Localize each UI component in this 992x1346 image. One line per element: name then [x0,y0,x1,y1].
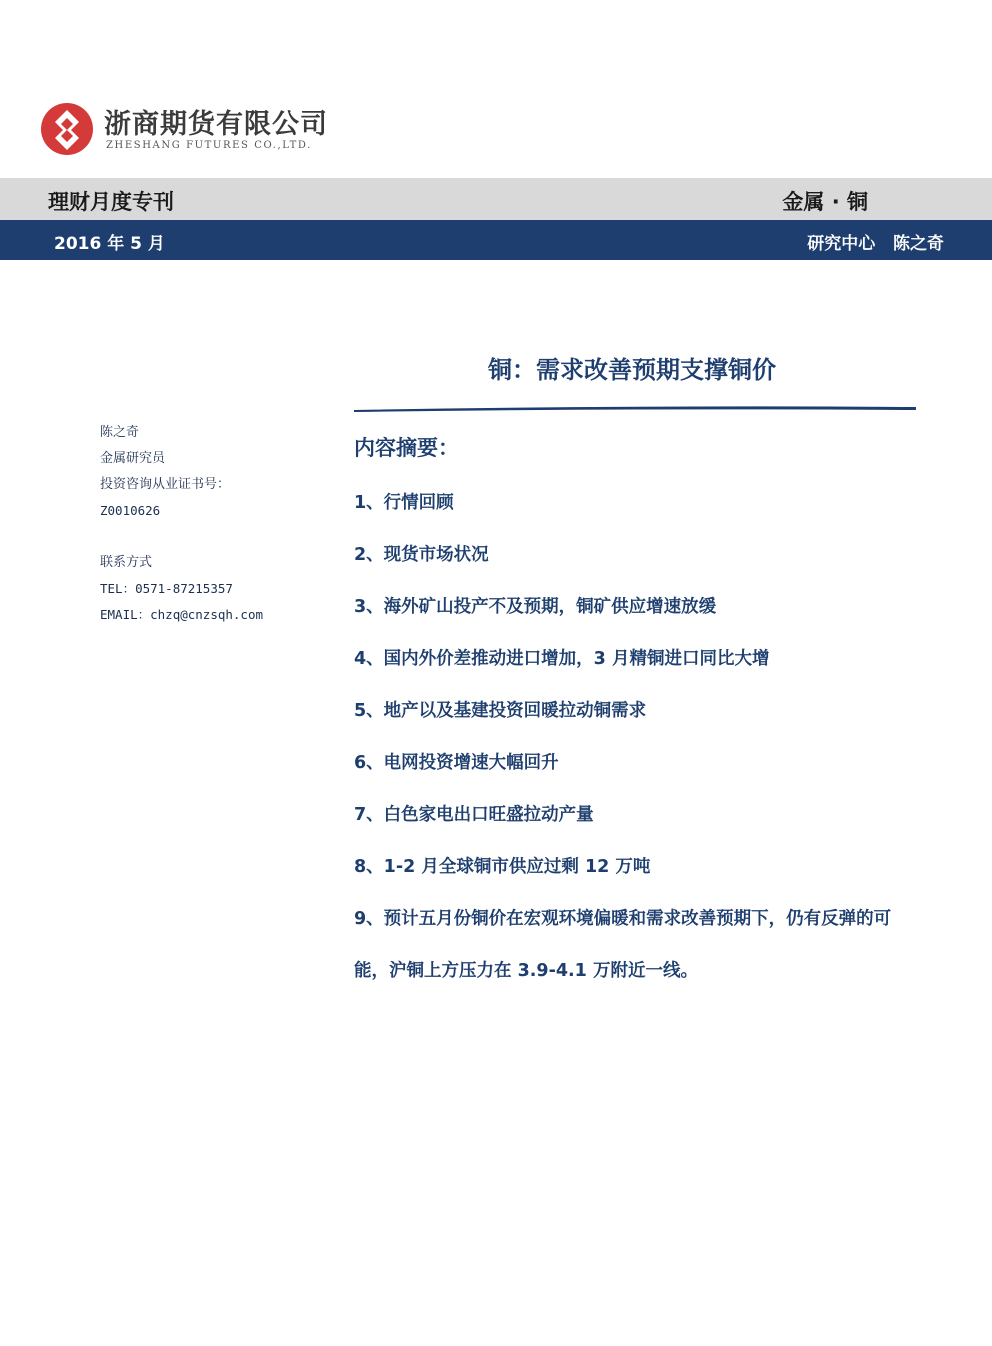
date-author-band [0,220,992,260]
zheshang-logo-icon [40,102,94,156]
company-name-cn: 浙商期货有限公司 [104,109,328,140]
abstract-heading: 内容摘要： [354,436,459,460]
list-item: 6、电网投资增速大幅回升 [354,753,559,773]
publication-band [0,178,992,220]
company-name-en: ZHESHANG FUTURES CO.,LTD. [106,140,312,151]
list-item: 8、1-2 月全球铜市供应过剩 12 万吨 [354,857,651,877]
author-sidebar [100,420,263,628]
contact-label: 联系方式 [100,555,153,570]
author-name: 陈之奇 [100,425,140,440]
list-item: 2、现货市场状况 [354,545,489,565]
license-number: Z0010626 [100,503,161,518]
title-divider [354,404,916,412]
abstract-list [354,484,924,997]
list-item: 4、国内外价差推动进口增加，3 月精铜进口同比大增 [354,649,770,669]
list-item: 9、预计五月份铜价在宏观环境偏暖和需求改善预期下，仍有反弹的可能，沪铜上方压力在 3.9-4.1 万附近一线。 [354,909,892,981]
license-label: 投资咨询从业证书号： [100,477,231,492]
contact-tel: TEL：0571-87215357 [100,581,233,596]
category-label: 金属 · 铜 [782,190,868,214]
list-item: 7、白色家电出口旺盛拉动产量 [354,805,594,825]
list-item: 3、海外矿山投产不及预期，铜矿供应增速放缓 [354,597,717,617]
list-item: 5、地产以及基建投资回暖拉动铜需求 [354,701,647,721]
report-title: 铜：需求改善预期支撑铜价 [488,356,776,384]
issue-date: 2016 年 5 月 [54,234,165,254]
author-role: 金属研究员 [100,451,166,466]
department-author: 研究中心 陈之奇 [807,234,944,254]
company-logo [40,100,328,160]
contact-email: EMAIL：chzq@cnzsqh.com [100,607,264,622]
publication-name: 理财月度专刊 [48,190,174,214]
list-item: 1、行情回顾 [354,493,454,513]
spacer [100,524,263,550]
